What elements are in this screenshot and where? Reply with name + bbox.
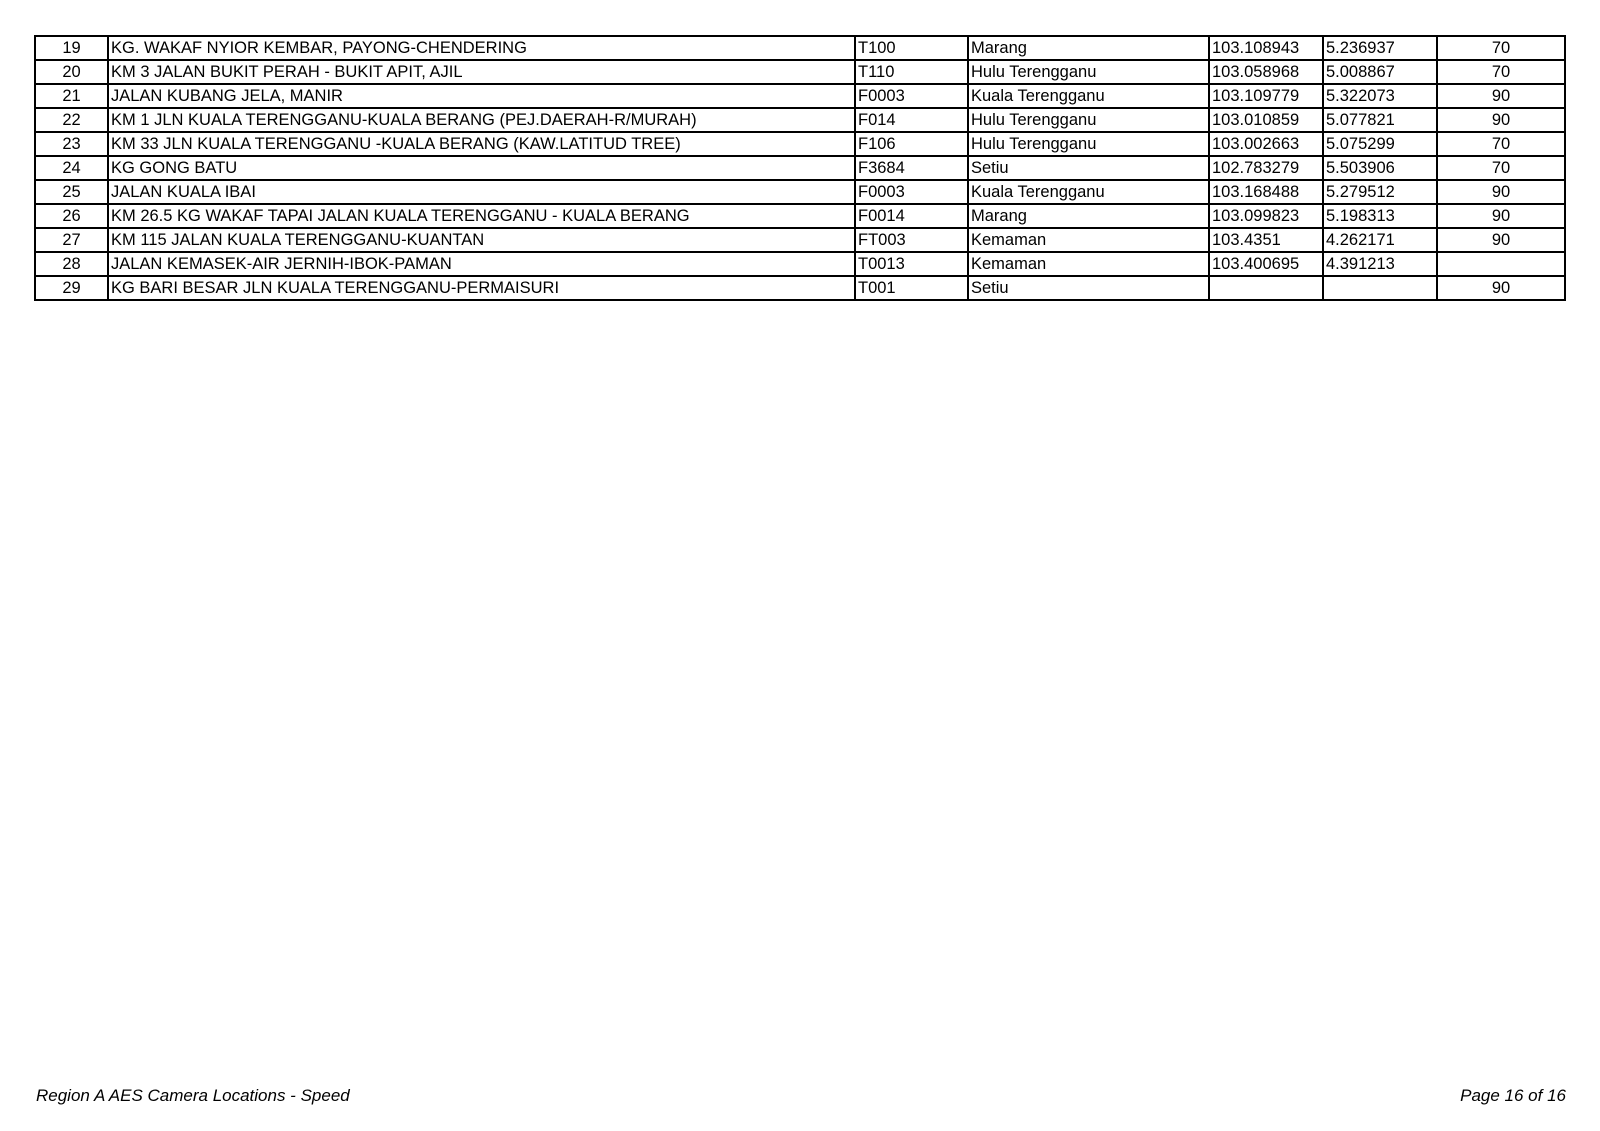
latitude-cell: 5.322073 [1323,84,1437,108]
speed-limit-cell: 90 [1437,204,1565,228]
district-cell: Setiu [968,276,1209,300]
table-row [35,180,1565,204]
latitude-cell: 5.503906 [1323,156,1437,180]
route-cell: T001 [855,276,968,300]
district-cell: Kemaman [968,252,1209,276]
table-row [35,156,1565,180]
route-cell: F0003 [855,180,968,204]
longitude-cell: 103.4351 [1209,228,1323,252]
speed-limit-cell: 70 [1437,36,1565,60]
speed-limit-cell: 90 [1437,228,1565,252]
table-row [35,132,1565,156]
row-number: 24 [35,156,108,180]
speed-limit-cell: 90 [1437,84,1565,108]
route-cell: F106 [855,132,968,156]
footer-title: Region A AES Camera Locations - Speed [36,1086,350,1105]
location-cell: JALAN KEMASEK-AIR JERNIH-IBOK-PAMAN [108,252,855,276]
row-number: 28 [35,252,108,276]
longitude-cell: 103.099823 [1209,204,1323,228]
speed-limit-cell: 90 [1437,108,1565,132]
camera-locations-table [34,35,1566,301]
district-cell: Marang [968,204,1209,228]
row-number: 23 [35,132,108,156]
route-cell: F014 [855,108,968,132]
table-row [35,252,1565,276]
row-number: 25 [35,180,108,204]
longitude-cell: 103.010859 [1209,108,1323,132]
district-cell: Hulu Terengganu [968,60,1209,84]
longitude-cell: 103.168488 [1209,180,1323,204]
latitude-cell: 5.198313 [1323,204,1437,228]
longitude-cell: 103.058968 [1209,60,1323,84]
row-number: 19 [35,36,108,60]
location-cell: KM 1 JLN KUALA TERENGGANU-KUALA BERANG (PEJ.DAERAH-R/MURAH) [108,108,855,132]
location-cell: KG. WAKAF NYIOR KEMBAR, PAYONG-CHENDERING [108,36,855,60]
speed-limit-cell: 70 [1437,60,1565,84]
location-cell: KM 33 JLN KUALA TERENGGANU -KUALA BERANG (KAW.LATITUD TREE) [108,132,855,156]
location-cell: KM 26.5 KG WAKAF TAPAI JALAN KUALA TERENGGANU - KUALA BERANG [108,204,855,228]
district-cell: Hulu Terengganu [968,108,1209,132]
route-cell: T110 [855,60,968,84]
longitude-cell: 103.400695 [1209,252,1323,276]
route-cell: FT003 [855,228,968,252]
route-cell: F3684 [855,156,968,180]
table-body [35,36,1565,300]
district-cell: Hulu Terengganu [968,132,1209,156]
route-cell: T0013 [855,252,968,276]
speed-limit-cell [1437,252,1565,276]
longitude-cell: 103.108943 [1209,36,1323,60]
table-row [35,108,1565,132]
route-cell: T100 [855,36,968,60]
row-number: 29 [35,276,108,300]
district-cell: Kuala Terengganu [968,84,1209,108]
table-row [35,276,1565,300]
speed-limit-cell: 70 [1437,132,1565,156]
latitude-cell: 5.279512 [1323,180,1437,204]
table-row [35,84,1565,108]
table-row [35,204,1565,228]
latitude-cell: 5.236937 [1323,36,1437,60]
latitude-cell: 4.262171 [1323,228,1437,252]
location-cell: JALAN KUBANG JELA, MANIR [108,84,855,108]
latitude-cell: 5.077821 [1323,108,1437,132]
row-number: 26 [35,204,108,228]
latitude-cell: 5.075299 [1323,132,1437,156]
route-cell: F0003 [855,84,968,108]
district-cell: Kuala Terengganu [968,180,1209,204]
table-row [35,60,1565,84]
speed-limit-cell: 90 [1437,276,1565,300]
latitude-cell: 4.391213 [1323,252,1437,276]
location-cell: KM 3 JALAN BUKIT PERAH - BUKIT APIT, AJIL [108,60,855,84]
row-number: 21 [35,84,108,108]
longitude-cell [1209,276,1323,300]
speed-limit-cell: 70 [1437,156,1565,180]
table-row [35,228,1565,252]
location-cell: KG BARI BESAR JLN KUALA TERENGGANU-PERMAISURI [108,276,855,300]
page-number: Page 16 of 16 [1460,1086,1566,1105]
district-cell: Marang [968,36,1209,60]
location-cell: KG GONG BATU [108,156,855,180]
location-cell: JALAN KUALA IBAI [108,180,855,204]
district-cell: Kemaman [968,228,1209,252]
location-cell: KM 115 JALAN KUALA TERENGGANU-KUANTAN [108,228,855,252]
row-number: 20 [35,60,108,84]
longitude-cell: 103.002663 [1209,132,1323,156]
longitude-cell: 102.783279 [1209,156,1323,180]
row-number: 27 [35,228,108,252]
row-number: 22 [35,108,108,132]
route-cell: F0014 [855,204,968,228]
speed-limit-cell: 90 [1437,180,1565,204]
district-cell: Setiu [968,156,1209,180]
latitude-cell [1323,276,1437,300]
longitude-cell: 103.109779 [1209,84,1323,108]
latitude-cell: 5.008867 [1323,60,1437,84]
table-row [35,36,1565,60]
